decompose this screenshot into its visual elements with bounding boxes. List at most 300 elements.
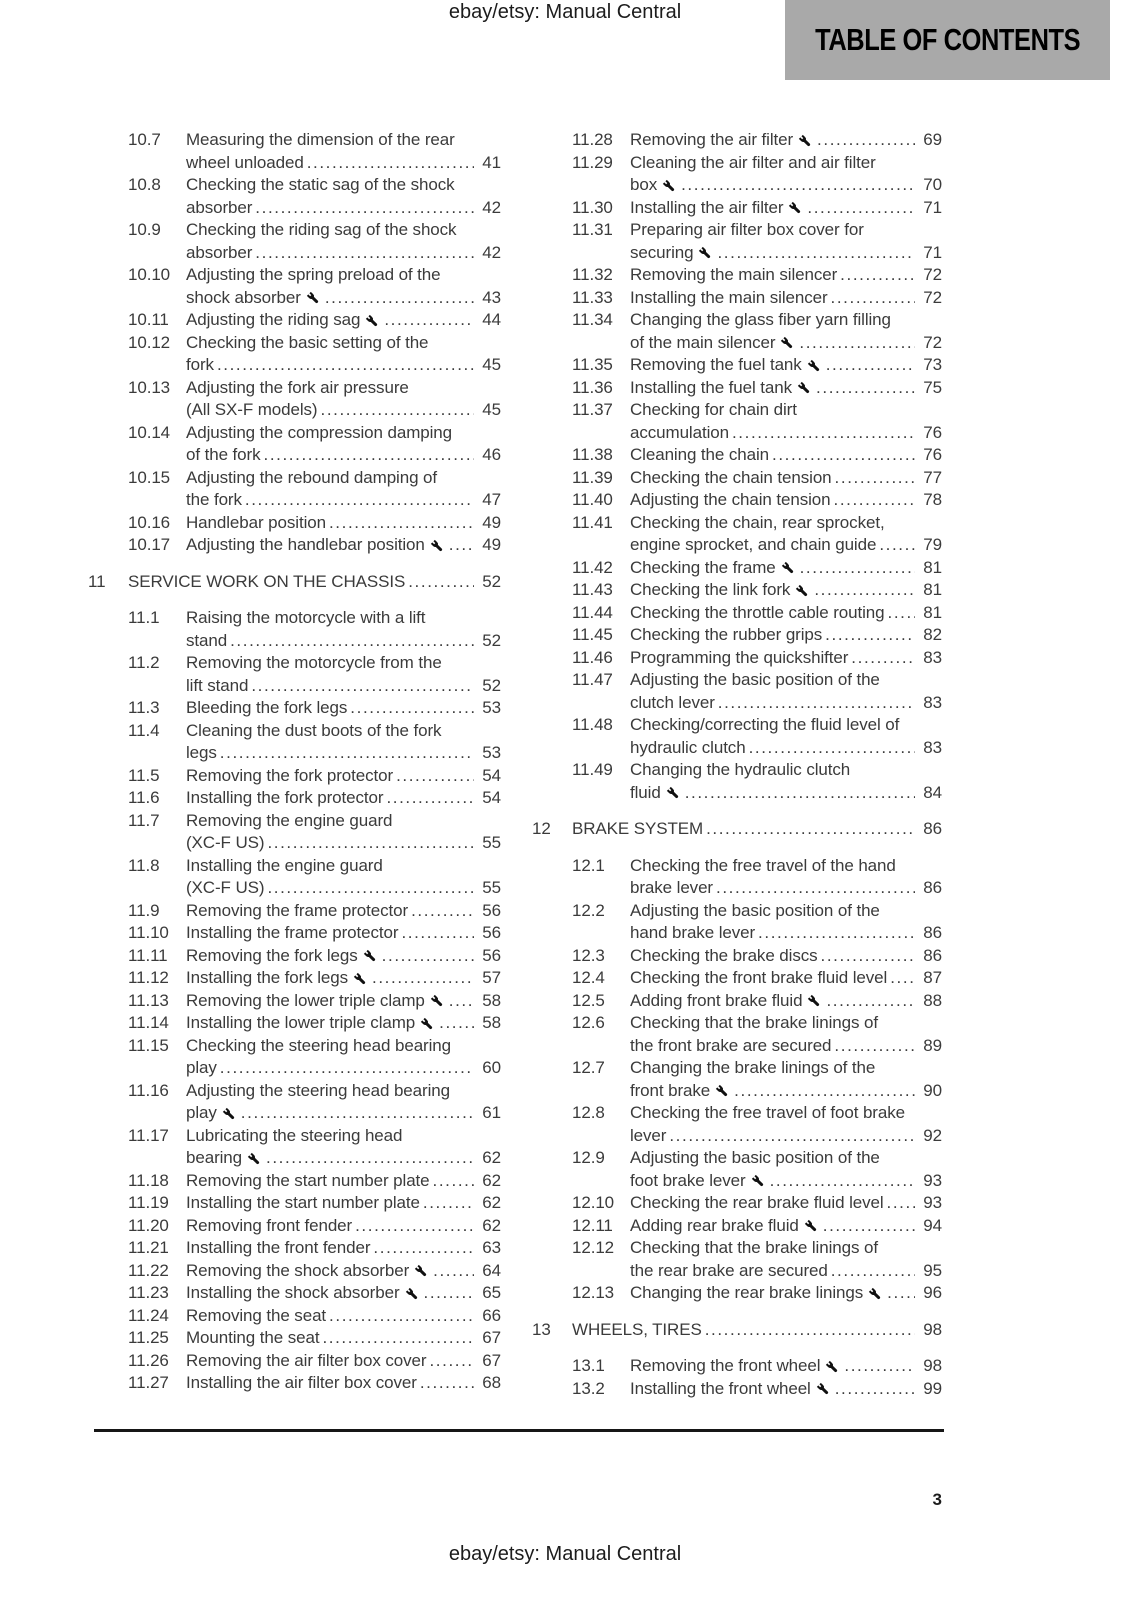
toc-entry bbox=[88, 922, 501, 945]
toc-entry-title-line: the rear brake are secured bbox=[630, 1260, 828, 1280]
toc-entry bbox=[88, 1192, 501, 1215]
dot-leader bbox=[826, 990, 915, 1013]
toc-item-body bbox=[186, 720, 501, 765]
toc-entry-title-line: play bbox=[186, 1103, 217, 1122]
toc-entry-title-line: hydraulic clutch bbox=[630, 737, 746, 757]
wrench-icon bbox=[798, 134, 813, 149]
toc-entry bbox=[532, 990, 942, 1013]
toc-entry-title-line: Checking the link fork bbox=[630, 580, 791, 599]
toc-entry bbox=[88, 990, 501, 1013]
toc-entry-title-line: Removing the engine guard bbox=[186, 810, 393, 830]
toc-entry-number: 11.2 bbox=[128, 653, 160, 672]
toc-entry bbox=[532, 219, 942, 264]
toc-entry-last-line bbox=[630, 129, 942, 152]
toc-item-body bbox=[630, 579, 942, 602]
toc-entry bbox=[532, 287, 942, 310]
toc-entry-last-line bbox=[630, 1260, 942, 1283]
toc-entry-number: 11.28 bbox=[572, 130, 613, 149]
toc-item-body bbox=[630, 399, 942, 444]
toc-item-body bbox=[186, 697, 501, 720]
toc-item-body bbox=[630, 309, 942, 354]
toc-entry-number: 10.17 bbox=[128, 535, 171, 554]
wrench-icon bbox=[795, 584, 810, 599]
toc-entry-page-number: 87 bbox=[923, 968, 942, 987]
toc-entry bbox=[532, 1057, 942, 1102]
toc-entry-title-line: Checking the rear brake fluid level bbox=[630, 1193, 884, 1212]
toc-entry-last-line bbox=[630, 264, 942, 287]
toc-entry-last-line bbox=[630, 242, 942, 265]
toc-entry-page-number: 76 bbox=[923, 445, 942, 464]
wrench-icon bbox=[807, 994, 822, 1009]
toc-entry bbox=[532, 197, 942, 220]
toc-entry-number: 11.44 bbox=[572, 602, 613, 622]
toc-entry bbox=[88, 1035, 501, 1080]
wrench-icon bbox=[804, 1219, 819, 1234]
toc-item-body bbox=[186, 534, 501, 557]
toc-entry-title-line: Checking the frame bbox=[630, 557, 776, 577]
toc-entry bbox=[88, 129, 501, 174]
toc-entry-number: 12.3 bbox=[572, 945, 605, 965]
toc-entry-last-line bbox=[630, 945, 942, 968]
toc-entry bbox=[532, 399, 942, 444]
toc-entry bbox=[532, 1215, 942, 1238]
toc-entry-page-number: 99 bbox=[923, 1378, 942, 1398]
toc-entry-title-line: Removing the main silencer bbox=[630, 265, 838, 284]
toc-entry-title-line: of the main silencer bbox=[630, 332, 776, 352]
toc-entry-last-line bbox=[186, 922, 501, 945]
toc-entry-last-line bbox=[572, 818, 942, 841]
toc-entry-title-line: Changing the hydraulic clutch bbox=[630, 760, 851, 779]
dot-leader bbox=[386, 787, 474, 810]
toc-entry-title-line: Mounting the seat bbox=[186, 1328, 320, 1347]
toc-entry-number: 12.11 bbox=[572, 1215, 613, 1235]
toc-entry-title-line: lift stand bbox=[186, 675, 249, 695]
toc-entry-last-line bbox=[186, 1350, 501, 1373]
toc-entry-last-line bbox=[630, 197, 942, 220]
toc-item-body bbox=[572, 818, 942, 841]
toc-item-body bbox=[186, 1170, 501, 1193]
toc-entry-title-line: Programming the quickshifter bbox=[630, 647, 849, 667]
toc-entry-title-line: Installing the frame protector bbox=[186, 923, 399, 942]
dot-leader bbox=[823, 1215, 915, 1238]
toc-entry-number: 11.15 bbox=[128, 1035, 169, 1055]
toc-entry-number: 11.18 bbox=[128, 1170, 169, 1190]
toc-entry-title-line: Installing the lower triple clamp bbox=[186, 1013, 416, 1032]
toc-entry-number: 10.11 bbox=[128, 310, 169, 329]
wrench-icon bbox=[414, 1264, 429, 1279]
toc-entry bbox=[88, 855, 501, 900]
toc-entry bbox=[88, 1350, 501, 1373]
toc-entry-page-number: 42 bbox=[482, 242, 501, 262]
toc-entry-title-line: Installing the air filter bbox=[630, 197, 784, 217]
dot-leader bbox=[734, 1080, 915, 1103]
toc-entry-title-line: Checking that the brake linings of bbox=[630, 1238, 878, 1257]
toc-item-body bbox=[630, 1057, 942, 1102]
wrench-icon bbox=[247, 1152, 262, 1167]
toc-entry-number: 12.10 bbox=[572, 1193, 615, 1212]
dot-leader bbox=[329, 1305, 474, 1328]
toc-entry-number: 11.24 bbox=[128, 1305, 169, 1325]
wrench-icon bbox=[666, 786, 681, 801]
dot-leader bbox=[267, 832, 474, 855]
toc-entry-number: 11.31 bbox=[572, 220, 613, 239]
dot-leader bbox=[241, 1102, 474, 1125]
toc-item-body bbox=[186, 1305, 501, 1328]
dot-leader bbox=[844, 1355, 915, 1378]
toc-entry-number: 12.7 bbox=[572, 1058, 605, 1077]
toc-entry-title-line: fluid bbox=[630, 782, 661, 802]
toc-item-body bbox=[186, 309, 501, 332]
toc-entry-last-line bbox=[630, 1355, 942, 1378]
toc-item-body bbox=[186, 900, 501, 923]
toc-entry-title-line: play bbox=[186, 1058, 217, 1077]
toc-entry-page-number: 86 bbox=[923, 819, 942, 838]
toc-entry-page-number: 89 bbox=[923, 1035, 942, 1055]
toc-entry-number: 10.12 bbox=[128, 332, 171, 352]
toc-item-body bbox=[186, 1012, 501, 1035]
toc-entry-title-line: (All SX-F models) bbox=[186, 400, 318, 419]
toc-section bbox=[532, 818, 942, 841]
toc-entry-title-line: Adjusting the fork air pressure bbox=[186, 377, 409, 397]
dot-leader bbox=[816, 377, 915, 400]
wrench-icon bbox=[306, 291, 321, 306]
dot-leader bbox=[424, 1282, 474, 1305]
toc-entry-title-line: shock absorber bbox=[186, 287, 301, 307]
toc-entry-title-line: Checking that the brake linings of bbox=[630, 1013, 878, 1032]
toc-entry-number: 11.6 bbox=[128, 788, 160, 807]
toc-item-body bbox=[630, 1012, 942, 1057]
dot-leader bbox=[255, 242, 474, 265]
dot-leader bbox=[831, 1260, 915, 1283]
toc-entry-title-line: Checking the free travel of foot brake bbox=[630, 1103, 905, 1122]
dot-leader bbox=[396, 765, 474, 788]
top-watermark: ebay/etsy: Manual Central bbox=[448, 1, 682, 23]
toc-item-body bbox=[630, 1215, 942, 1238]
toc-entry-number: 11.33 bbox=[572, 287, 613, 307]
toc-entry-title-line: clutch lever bbox=[630, 692, 715, 712]
toc-entry-last-line bbox=[128, 571, 501, 594]
toc-entry-last-line bbox=[630, 444, 942, 467]
toc-entry-last-line bbox=[186, 1372, 501, 1395]
toc-entry-last-line bbox=[186, 900, 501, 923]
toc-entry-last-line bbox=[630, 1125, 942, 1148]
dot-leader bbox=[685, 782, 915, 805]
toc-item-body bbox=[630, 669, 942, 714]
dot-leader bbox=[705, 1319, 915, 1342]
toc-entry bbox=[88, 264, 501, 309]
toc-item-body bbox=[186, 1125, 501, 1170]
toc-entry-title-line: foot brake lever bbox=[630, 1170, 746, 1190]
toc-entry-title-line: Removing the seat bbox=[186, 1305, 327, 1325]
toc-entry bbox=[88, 534, 501, 557]
toc-entry bbox=[88, 1080, 501, 1125]
toc-entry-title-line: Removing the front wheel bbox=[630, 1356, 821, 1375]
toc-item-body bbox=[186, 1282, 501, 1305]
toc-entry-number: 11.22 bbox=[128, 1260, 169, 1280]
toc-item-body bbox=[630, 557, 942, 580]
toc-entry-page-number: 86 bbox=[923, 923, 942, 942]
toc-entry-title-line: Installing the start number plate bbox=[186, 1193, 420, 1212]
toc-section-title: WHEELS, TIRES bbox=[572, 1319, 702, 1339]
dot-leader bbox=[835, 1378, 915, 1401]
toc-section-title: BRAKE SYSTEM bbox=[572, 819, 704, 838]
toc-section bbox=[532, 1319, 942, 1342]
toc-entry-last-line bbox=[630, 287, 942, 310]
dot-leader bbox=[449, 534, 474, 557]
toc-entry-last-line bbox=[630, 737, 942, 760]
dot-leader bbox=[879, 534, 915, 557]
toc-entry-number: 11.42 bbox=[572, 557, 613, 577]
dot-leader bbox=[749, 737, 915, 760]
toc-entry-number: 12.2 bbox=[572, 900, 605, 920]
toc-entry bbox=[532, 945, 942, 968]
dot-leader bbox=[890, 967, 915, 990]
toc-entry bbox=[88, 697, 501, 720]
toc-item-body bbox=[630, 990, 942, 1013]
toc-entry-number: 11.30 bbox=[572, 197, 613, 217]
toc-entry-page-number: 83 bbox=[923, 737, 942, 757]
toc-entry-last-line bbox=[186, 1012, 501, 1035]
toc-entry-page-number: 98 bbox=[923, 1356, 942, 1375]
wrench-icon bbox=[662, 179, 677, 194]
dot-leader bbox=[373, 1237, 474, 1260]
toc-entry-page-number: 76 bbox=[923, 422, 942, 442]
toc-item-body bbox=[186, 1215, 501, 1238]
toc-entry bbox=[532, 377, 942, 400]
toc-entry-page-number: 56 bbox=[482, 923, 501, 942]
toc-entry-page-number: 52 bbox=[482, 675, 501, 695]
toc-entry-number: 12.1 bbox=[572, 855, 605, 875]
toc-entry-title-line: brake lever bbox=[630, 878, 713, 897]
toc-entry-number: 11.36 bbox=[572, 377, 613, 397]
toc-entry-page-number: 93 bbox=[923, 1170, 942, 1190]
toc-item-body bbox=[186, 377, 501, 422]
toc-entry bbox=[532, 855, 942, 900]
toc-entry-title-line: the front brake are secured bbox=[630, 1035, 832, 1055]
toc-entry-page-number: 95 bbox=[923, 1260, 942, 1280]
toc-entry-page-number: 72 bbox=[923, 265, 942, 284]
toc-entry-page-number: 92 bbox=[923, 1125, 942, 1145]
toc-entry bbox=[88, 309, 501, 332]
dot-leader bbox=[220, 742, 474, 765]
toc-entry-last-line bbox=[186, 630, 501, 653]
toc-entry-page-number: 58 bbox=[482, 990, 501, 1010]
toc-entry-page-number: 49 bbox=[482, 512, 501, 532]
toc-entry-page-number: 90 bbox=[923, 1080, 942, 1100]
toc-entry-title-line: box bbox=[630, 175, 658, 194]
toc-entry-number: 11.11 bbox=[128, 945, 168, 965]
toc-entry-number: 11.48 bbox=[572, 715, 613, 734]
toc-entry bbox=[88, 720, 501, 765]
toc-entry-last-line bbox=[630, 692, 942, 715]
toc-entry-page-number: 70 bbox=[923, 175, 942, 194]
toc-entry bbox=[88, 377, 501, 422]
toc-entry-page-number: 98 bbox=[923, 1319, 942, 1339]
toc-entry-number: 11.26 bbox=[128, 1350, 169, 1370]
toc-entry-last-line bbox=[630, 624, 942, 647]
toc-entry bbox=[532, 967, 942, 990]
toc-section-number: 12 bbox=[532, 819, 551, 838]
toc-entry-page-number: 72 bbox=[923, 287, 942, 307]
toc-item-body bbox=[186, 1327, 501, 1350]
dot-leader bbox=[217, 354, 474, 377]
toc-entry-title-line: Removing the start number plate bbox=[186, 1170, 430, 1190]
toc-entry-title-line: Checking the chain tension bbox=[630, 467, 832, 487]
toc-entry-last-line bbox=[630, 579, 942, 602]
dot-leader bbox=[408, 571, 474, 594]
toc-entry bbox=[88, 1305, 501, 1328]
wrench-icon bbox=[420, 1017, 435, 1032]
toc-entry bbox=[532, 624, 942, 647]
toc-entry bbox=[532, 1282, 942, 1305]
toc-entry-page-number: 75 bbox=[923, 377, 942, 397]
toc-entry-title-line: Raising the motorcycle with a lift bbox=[186, 608, 426, 627]
toc-entry bbox=[532, 602, 942, 625]
toc-entry-page-number: 71 bbox=[923, 197, 942, 217]
wrench-icon bbox=[715, 1084, 730, 1099]
toc-entry-title-line: Checking the basic setting of the bbox=[186, 332, 429, 352]
toc-entry-last-line bbox=[186, 697, 501, 720]
toc-entry bbox=[532, 1237, 942, 1282]
toc-item-body bbox=[186, 264, 501, 309]
toc-entry-page-number: 78 bbox=[923, 490, 942, 509]
toc-entry-title-line: Installing the shock absorber bbox=[186, 1283, 400, 1302]
toc-entry bbox=[88, 765, 501, 788]
toc-entry-page-number: 83 bbox=[923, 692, 942, 712]
dot-leader bbox=[230, 630, 474, 653]
toc-item-body bbox=[186, 1237, 501, 1260]
toc-entry-title-line: Adjusting the chain tension bbox=[630, 490, 831, 509]
toc-item-body bbox=[186, 332, 501, 377]
toc-entry-title-line: stand bbox=[186, 630, 228, 650]
toc-entry-number: 11.5 bbox=[128, 765, 160, 785]
toc-entry-title-line: Removing the air filter bbox=[630, 130, 794, 149]
toc-entry-page-number: 93 bbox=[923, 1193, 942, 1212]
dot-leader bbox=[321, 399, 475, 422]
toc-entry-number: 12.8 bbox=[572, 1103, 605, 1122]
toc-entry-page-number: 55 bbox=[482, 878, 501, 897]
toc-item-body bbox=[630, 197, 942, 220]
toc-entry-page-number: 88 bbox=[923, 990, 942, 1010]
toc-entry-number: 12.5 bbox=[572, 990, 605, 1010]
toc-entry-last-line bbox=[630, 647, 942, 670]
toc-entry-page-number: 45 bbox=[482, 400, 501, 419]
toc-entry-last-line bbox=[630, 967, 942, 990]
toc-entry-number: 11.4 bbox=[128, 720, 160, 740]
toc-entry-last-line bbox=[186, 990, 501, 1013]
wrench-icon bbox=[751, 1174, 766, 1189]
toc-entry-title-line: Changing the brake linings of the bbox=[630, 1058, 876, 1077]
toc-entry-last-line bbox=[186, 1327, 501, 1350]
wrench-icon bbox=[780, 336, 795, 351]
toc-entry-page-number: 47 bbox=[482, 490, 501, 509]
toc-entry bbox=[532, 900, 942, 945]
toc-entry bbox=[532, 1012, 942, 1057]
toc-column-left bbox=[88, 129, 501, 1395]
toc-entry-title-line: Installing the engine guard bbox=[186, 855, 383, 875]
toc-entry-last-line bbox=[630, 922, 942, 945]
toc-entry-page-number: 67 bbox=[482, 1350, 501, 1370]
dot-leader bbox=[307, 152, 474, 175]
toc-entry-page-number: 62 bbox=[482, 1215, 501, 1235]
toc-entry-last-line bbox=[572, 1319, 942, 1342]
toc-entry-title-line: bearing bbox=[186, 1148, 243, 1167]
toc-entry-number: 11.29 bbox=[572, 152, 613, 172]
toc-item-body bbox=[630, 900, 942, 945]
toc-entry-last-line bbox=[186, 287, 501, 310]
dot-leader bbox=[325, 287, 474, 310]
toc-entry-title-line: Adjusting the rebound damping of bbox=[186, 467, 438, 487]
dot-leader bbox=[770, 1170, 915, 1193]
toc-item-body bbox=[186, 787, 501, 810]
toc-entry-page-number: 73 bbox=[923, 355, 942, 374]
toc-entry-page-number: 53 bbox=[482, 698, 501, 717]
wrench-icon bbox=[825, 1360, 840, 1375]
toc-entry-title-line: Removing the motorcycle from the bbox=[186, 653, 442, 672]
toc-entry-title-line: Removing the lower triple clamp bbox=[186, 990, 425, 1010]
toc-entry bbox=[532, 152, 942, 197]
toc-entry-last-line bbox=[186, 832, 501, 855]
toc-entry bbox=[88, 1012, 501, 1035]
toc-entry-title-line: Removing the fuel tank bbox=[630, 355, 802, 374]
toc-entry-page-number: 96 bbox=[923, 1283, 942, 1302]
toc-entry-number: 10.15 bbox=[128, 467, 171, 487]
toc-item-body bbox=[630, 967, 942, 990]
toc-section-number: 11 bbox=[88, 571, 106, 591]
toc-entry-page-number: 77 bbox=[923, 467, 942, 487]
toc-entry bbox=[532, 512, 942, 557]
toc-entry-page-number: 79 bbox=[923, 535, 942, 554]
toc-entry-title-line: Adjusting the compression damping bbox=[186, 422, 453, 442]
toc-entry-title-line: Adjusting the spring preload of the bbox=[186, 265, 441, 284]
toc-item-body bbox=[186, 765, 501, 788]
toc-entry-title-line: Checking for chain dirt bbox=[630, 400, 797, 419]
toc-entry-title-line: Checking the static sag of the shock bbox=[186, 175, 455, 194]
toc-item-body bbox=[186, 607, 501, 652]
toc-item-body bbox=[186, 652, 501, 697]
toc-entry bbox=[532, 714, 942, 759]
dot-leader bbox=[449, 990, 474, 1013]
toc-entry-number: 11.46 bbox=[572, 647, 613, 667]
toc-entry-page-number: 45 bbox=[482, 355, 501, 374]
toc-entry-page-number: 94 bbox=[923, 1215, 942, 1235]
dot-leader bbox=[817, 129, 915, 152]
toc-entry-last-line bbox=[186, 765, 501, 788]
toc-item-body bbox=[186, 219, 501, 264]
toc-entry-last-line bbox=[630, 422, 942, 445]
toc-entry bbox=[88, 652, 501, 697]
toc-entry-title-line: Removing front fender bbox=[186, 1215, 353, 1235]
toc-entry-title-line: Removing the frame protector bbox=[186, 900, 409, 920]
toc-entry-number: 13.2 bbox=[572, 1378, 605, 1398]
toc-entry bbox=[88, 467, 501, 512]
toc-entry-page-number: 62 bbox=[482, 1148, 501, 1167]
toc-entry bbox=[532, 489, 942, 512]
toc-item-body bbox=[630, 1282, 942, 1305]
toc-entry-title-line: Adjusting the riding sag bbox=[186, 310, 361, 329]
toc-entry-number: 11.32 bbox=[572, 265, 613, 284]
toc-entry-last-line bbox=[186, 512, 501, 535]
toc-entry-last-line bbox=[186, 197, 501, 220]
toc-entry-number: 11.3 bbox=[128, 698, 160, 717]
toc-entry-number: 12.6 bbox=[572, 1013, 605, 1032]
toc-entry-last-line bbox=[630, 1378, 942, 1401]
toc-entry-number: 11.17 bbox=[128, 1125, 169, 1145]
toc-entry-last-line bbox=[186, 242, 501, 265]
toc-entry-page-number: 57 bbox=[482, 968, 501, 987]
toc-entry-last-line bbox=[630, 467, 942, 490]
toc-item-body bbox=[630, 152, 942, 197]
